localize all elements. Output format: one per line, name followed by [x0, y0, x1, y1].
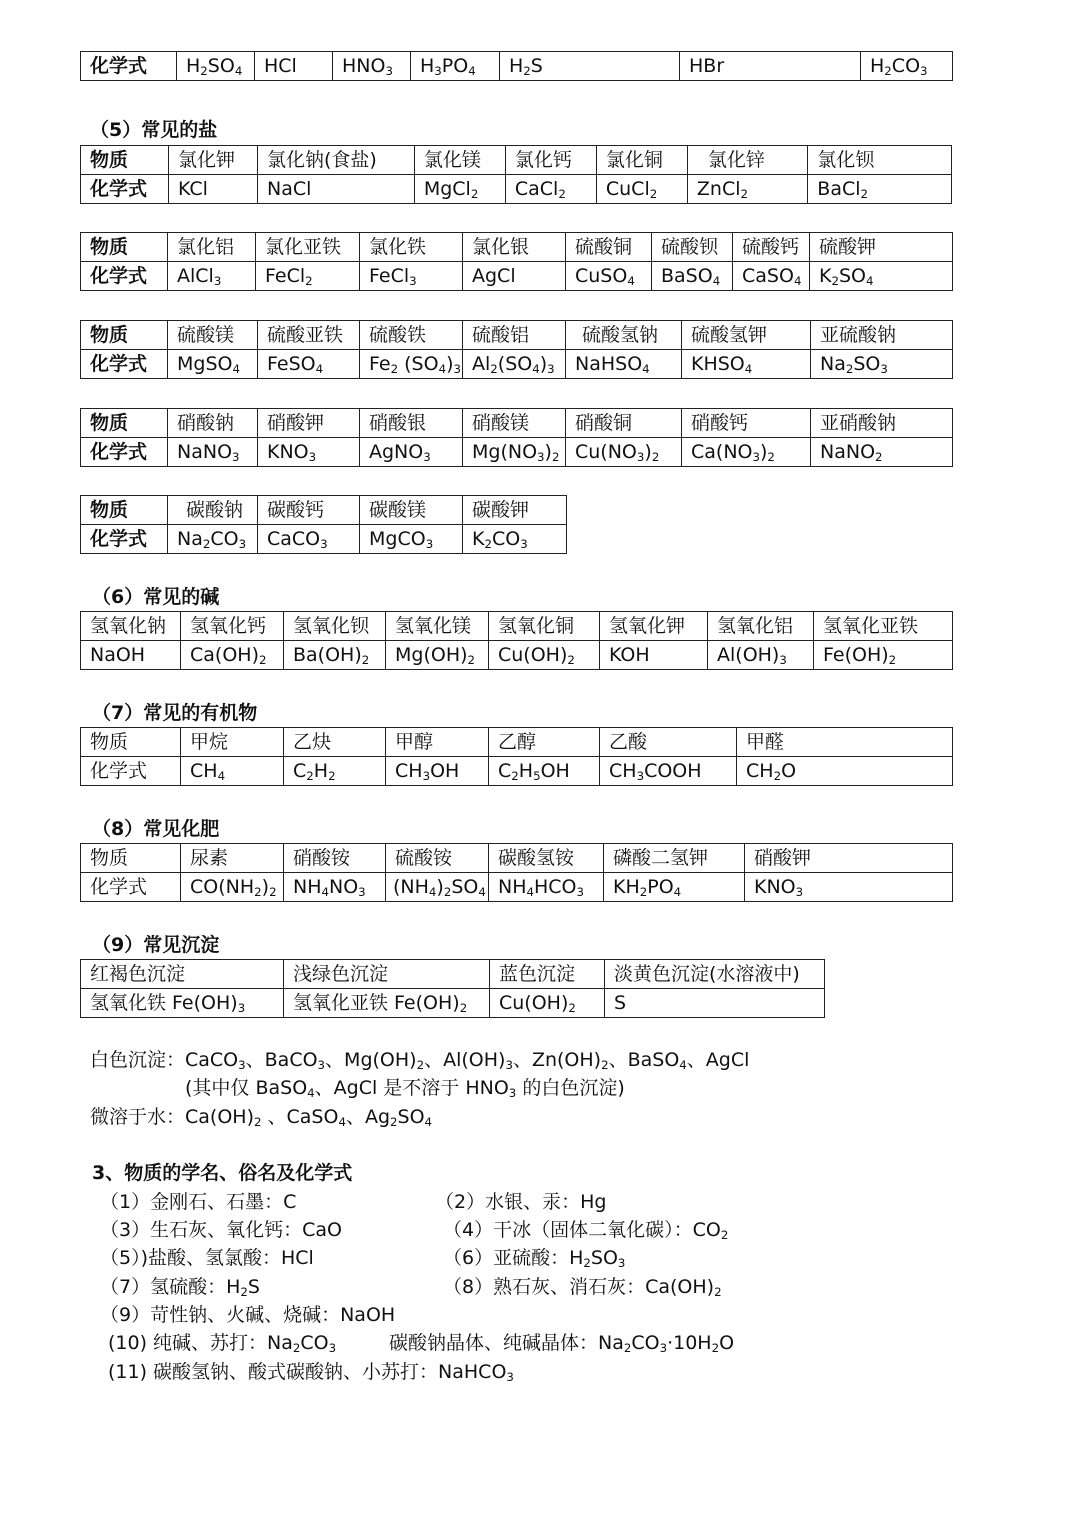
name-item: （4）干冰（固体二氧化碳）：$CO_2$ — [443, 1219, 729, 1242]
formula-row — [81, 438, 953, 467]
row-label: 化学式 — [81, 873, 181, 902]
name-cell: 氢氧化钡 — [284, 612, 386, 641]
formula-cell: $H_2SO_4$ — [177, 52, 255, 81]
formula-cell: $CH_4$ — [181, 757, 284, 786]
formula-row — [81, 641, 953, 670]
name-cell: 氢氧化亚铁 — [814, 612, 953, 641]
name-item: （5）)盐酸、氢氯酸：HCl — [100, 1247, 314, 1269]
white-precipitate-note: 白色沉淀：CaCO$_3$、BaCO$_3$、$Mg(OH)_2$、$Al(OH)_3$、$Zn(OH)_2$、BaSO$_4$、AgCl — [90, 1049, 750, 1072]
formula-cell: $Na_2CO_3$ — [168, 525, 258, 554]
name-cell: 红褐色沉淀 — [81, 960, 284, 989]
salt-table-carbonates — [80, 495, 567, 554]
row-label: 化学式 — [81, 175, 169, 204]
row-label: 化学式 — [81, 438, 168, 467]
name-cell: 亚硫酸钠 — [811, 321, 953, 350]
formula-cell: $C_2H_2$ — [284, 757, 386, 786]
name-cell: 硫酸氢钾 — [682, 321, 811, 350]
organics-heading: （7）常见的有机物 — [92, 702, 258, 724]
name-item: 碳酸钠晶体、纯碱晶体：$Na_2CO_3\cdot 10H_2O$ — [389, 1332, 735, 1355]
formula-cell: $Al_2(SO_4)_3$ — [463, 350, 566, 379]
formula-cell: HCl — [255, 52, 333, 81]
name-cell: 乙醇 — [489, 728, 600, 757]
formula-cell: $H_2S$ — [500, 52, 680, 81]
formula-cell: $NH_4HCO_3$ — [489, 873, 604, 902]
name-cell: 氢氧化钾 — [600, 612, 708, 641]
formula-cell: S — [605, 989, 825, 1018]
formula-cell: $Al(OH)_3$ — [708, 641, 814, 670]
name-cell: 氯化铝 — [168, 233, 256, 262]
formula-cell: CuSO$_4$ — [566, 262, 652, 291]
name-cell: 氢氧化铜 — [489, 612, 600, 641]
name-cell: 硫酸亚铁 — [258, 321, 360, 350]
formula-cell: NaHSO$_4$ — [566, 350, 682, 379]
name-cell: 硫酸钡 — [652, 233, 733, 262]
name-cell: 硝酸镁 — [463, 409, 566, 438]
bases-table — [80, 611, 953, 670]
name-item: (11) 碳酸氢钠、酸式碳酸钠、小苏打：NaHCO$_3$ — [108, 1361, 514, 1384]
name-cell: 乙酸 — [600, 728, 737, 757]
name-cell: 硝酸钠 — [168, 409, 258, 438]
formula-cell: $Ca(NO_3)_2$ — [682, 438, 811, 467]
formula-cell: $HNO_3$ — [333, 52, 411, 81]
name-cell: 氯化钡 — [808, 146, 952, 175]
formula-row — [81, 350, 953, 379]
name-cell: 硫酸铵 — [386, 844, 489, 873]
name-cell: 硫酸镁 — [168, 321, 258, 350]
name-cell: 氯化锌 — [687, 146, 807, 175]
formula-cell: $Cu(NO_3)_2$ — [566, 438, 682, 467]
slightly-soluble-note: 微溶于水：$Ca(OH)_2$ 、CaSO$_4$、$Ag_2SO_4$ — [90, 1106, 433, 1129]
name-row — [81, 146, 952, 175]
name-cell: 硝酸铵 — [284, 844, 386, 873]
formula-cell: $K_2SO_4$ — [810, 262, 953, 291]
name-cell: 氯化钠(食盐) — [258, 146, 415, 175]
formula-row — [81, 525, 567, 554]
formula-cell: AgNO$_3$ — [360, 438, 463, 467]
formula-cell: CuCl$_2$ — [596, 175, 687, 204]
row-label: 物质 — [81, 496, 168, 525]
name-cell: 硫酸钾 — [810, 233, 953, 262]
salts-heading: （5）常见的盐 — [90, 119, 218, 141]
precipitates-heading: （9）常见沉淀 — [92, 934, 220, 956]
acid-formula-table — [80, 51, 953, 81]
name-cell: 氢氧化钠 — [81, 612, 181, 641]
name-cell: 碳酸镁 — [360, 496, 463, 525]
name-cell: 甲醛 — [737, 728, 953, 757]
formula-cell: $(NH_4)_2SO_4$ — [386, 873, 489, 902]
formula-row — [81, 757, 953, 786]
formula-cell: HBr — [680, 52, 861, 81]
formula-cell: CaCl$_2$ — [505, 175, 596, 204]
names-section-heading: 3、物质的学名、俗名及化学式 — [92, 1162, 353, 1184]
row-label: 物质 — [81, 844, 181, 873]
name-cell: 蓝色沉淀 — [490, 960, 605, 989]
name-row — [81, 960, 825, 989]
row-label: 化学式 — [81, 757, 181, 786]
name-cell: 硫酸钙 — [733, 233, 810, 262]
salt-table-nitrates — [80, 408, 953, 467]
name-row — [81, 844, 953, 873]
name-cell: 氯化银 — [463, 233, 566, 262]
row-label: 化学式 — [81, 350, 168, 379]
name-row — [81, 612, 953, 641]
formula-cell: $H_3PO_4$ — [411, 52, 500, 81]
formula-cell: $H_2CO_3$ — [861, 52, 953, 81]
name-cell: 氯化钾 — [169, 146, 258, 175]
formula-cell: KCl — [169, 175, 258, 204]
name-cell: 氯化亚铁 — [256, 233, 360, 262]
formula-cell: MgCl$_2$ — [414, 175, 505, 204]
formula-cell: $Ba(OH)_2$ — [284, 641, 386, 670]
name-row — [81, 321, 953, 350]
name-row — [81, 728, 953, 757]
formula-row — [81, 262, 953, 291]
name-cell: 氯化铁 — [360, 233, 463, 262]
name-cell: 碳酸钙 — [258, 496, 360, 525]
formula-cell: $Cu(OH)_2$ — [489, 641, 600, 670]
name-row — [81, 233, 953, 262]
formula-cell: BaSO$_4$ — [652, 262, 733, 291]
formula-cell: BaCl$_2$ — [808, 175, 952, 204]
name-cell: 碳酸钠 — [168, 496, 258, 525]
formula-cell: NaOH — [81, 641, 181, 670]
formula-cell: $KHSO_4$ — [682, 350, 811, 379]
name-cell: 淡黄色沉淀(水溶液中) — [605, 960, 825, 989]
formula-cell: $KNO_3$ — [258, 438, 360, 467]
formula-cell: $Na_2SO_3$ — [811, 350, 953, 379]
name-cell: 甲醇 — [386, 728, 489, 757]
formula-cell: $CO(NH_2)_2$ — [181, 873, 284, 902]
name-cell: 硝酸银 — [360, 409, 463, 438]
name-cell: 碳酸钾 — [463, 496, 567, 525]
formula-cell: CaSO$_4$ — [733, 262, 810, 291]
formula-cell: $C_2H_5OH$ — [489, 757, 600, 786]
formula-cell: FeCl$_2$ — [256, 262, 360, 291]
formula-cell: 氢氧化亚铁 $Fe(OH)_2$ — [284, 989, 490, 1018]
formula-cell: $Cu(OH)_2$ — [490, 989, 605, 1018]
formula-cell: $NH_4NO_3$ — [284, 873, 386, 902]
formula-cell: FeSO$_4$ — [258, 350, 360, 379]
fertilizers-heading: （8）常见化肥 — [92, 818, 220, 840]
formula-cell: NaNO$_2$ — [811, 438, 953, 467]
formula-row — [81, 989, 825, 1018]
name-cell: 亚硝酸钠 — [811, 409, 953, 438]
row-label: 物质 — [81, 409, 168, 438]
formula-cell: AgCl — [463, 262, 566, 291]
formula-cell: KOH — [600, 641, 708, 670]
formula-cell: MgSO$_4$ — [168, 350, 258, 379]
formula-cell: $CH_3OH$ — [386, 757, 489, 786]
precipitates-table — [80, 959, 825, 1018]
name-cell: 尿素 — [181, 844, 284, 873]
name-cell: 硫酸氢钠 — [566, 321, 682, 350]
name-row — [81, 496, 567, 525]
name-cell: 氢氧化钙 — [181, 612, 284, 641]
formula-cell: $KH_2PO_4$ — [604, 873, 745, 902]
salt-table-chlorides-1 — [80, 145, 952, 204]
formula-cell: $Mg(OH)_2$ — [386, 641, 489, 670]
row-label: 物质 — [81, 321, 168, 350]
name-item: （7）氢硫酸：$H_2S$ — [100, 1276, 260, 1299]
name-cell: 氯化镁 — [414, 146, 505, 175]
formula-cell: $Fe(OH)_2$ — [814, 641, 953, 670]
row-label: 化学式 — [81, 262, 168, 291]
formula-cell: NaNO$_3$ — [168, 438, 258, 467]
name-cell: 乙炔 — [284, 728, 386, 757]
organics-table — [80, 727, 953, 786]
name-cell: 氯化铜 — [596, 146, 687, 175]
row-label: 物质 — [81, 233, 168, 262]
formula-cell: $Mg(NO_3)_2$ — [463, 438, 566, 467]
formula-row — [81, 175, 952, 204]
formula-cell: AlCl$_3$ — [168, 262, 256, 291]
name-cell: 硫酸铝 — [463, 321, 566, 350]
name-cell: 碳酸氢铵 — [489, 844, 604, 873]
formula-cell: $CH_2O$ — [737, 757, 953, 786]
name-item: (10) 纯碱、苏打：$Na_2CO_3$ — [108, 1332, 337, 1355]
formula-cell: $K_2CO_3$ — [463, 525, 567, 554]
nitric-insoluble-note: (其中仅 BaSO$_4$、AgCl 是不溶于 $HNO_3$ 的白色沉淀) — [185, 1077, 625, 1100]
name-item: （9）苛性钠、火碱、烧碱：NaOH — [100, 1304, 396, 1326]
name-cell: 硝酸钾 — [258, 409, 360, 438]
formula-cell: MgCO$_3$ — [360, 525, 463, 554]
formula-cell: CaCO$_3$ — [258, 525, 360, 554]
salt-table-chlorides-sulfates — [80, 232, 953, 291]
salt-table-sulfates — [80, 320, 953, 379]
row-label: 物质 — [81, 146, 169, 175]
name-cell: 硫酸铁 — [360, 321, 463, 350]
name-cell: 硝酸钾 — [745, 844, 953, 873]
formula-cell: $Fe_2$ $(SO_4)_3$ — [360, 350, 463, 379]
name-item: （1）金刚石、石墨：C — [100, 1191, 297, 1213]
name-cell: 硝酸钙 — [682, 409, 811, 438]
formula-cell: $KNO_3$ — [745, 873, 953, 902]
formula-cell: ZnCl$_2$ — [687, 175, 807, 204]
name-row — [81, 409, 953, 438]
formula-cell: $CH_3COOH$ — [600, 757, 737, 786]
formula-cell: NaCl — [258, 175, 415, 204]
row-label: 化学式 — [81, 525, 168, 554]
formula-row — [81, 873, 953, 902]
name-item: （8）熟石灰、消石灰：$Ca(OH)_2$ — [443, 1276, 722, 1299]
name-cell: 氢氧化镁 — [386, 612, 489, 641]
name-cell: 硫酸铜 — [566, 233, 652, 262]
name-cell: 氢氧化铝 — [708, 612, 814, 641]
row-label: 化学式 — [81, 52, 177, 81]
formula-cell: 氢氧化铁 $Fe(OH)_3$ — [81, 989, 284, 1018]
name-cell: 氯化钙 — [505, 146, 596, 175]
formula-cell: $Ca(OH)_2$ — [181, 641, 284, 670]
name-cell: 硝酸铜 — [566, 409, 682, 438]
bases-heading: （6）常见的碱 — [92, 586, 220, 608]
row-label: 物质 — [81, 728, 181, 757]
name-item: （6）亚硫酸：$H_2SO_3$ — [443, 1247, 626, 1270]
name-cell: 甲烷 — [181, 728, 284, 757]
formula-cell: FeCl$_3$ — [360, 262, 463, 291]
formula-row — [81, 52, 953, 81]
name-cell: 磷酸二氢钾 — [604, 844, 745, 873]
name-cell: 浅绿色沉淀 — [284, 960, 490, 989]
name-item: （3）生石灰、氧化钙：CaO — [100, 1219, 342, 1241]
fertilizers-table — [80, 843, 953, 902]
name-item: （2）水银、汞：Hg — [435, 1191, 607, 1213]
